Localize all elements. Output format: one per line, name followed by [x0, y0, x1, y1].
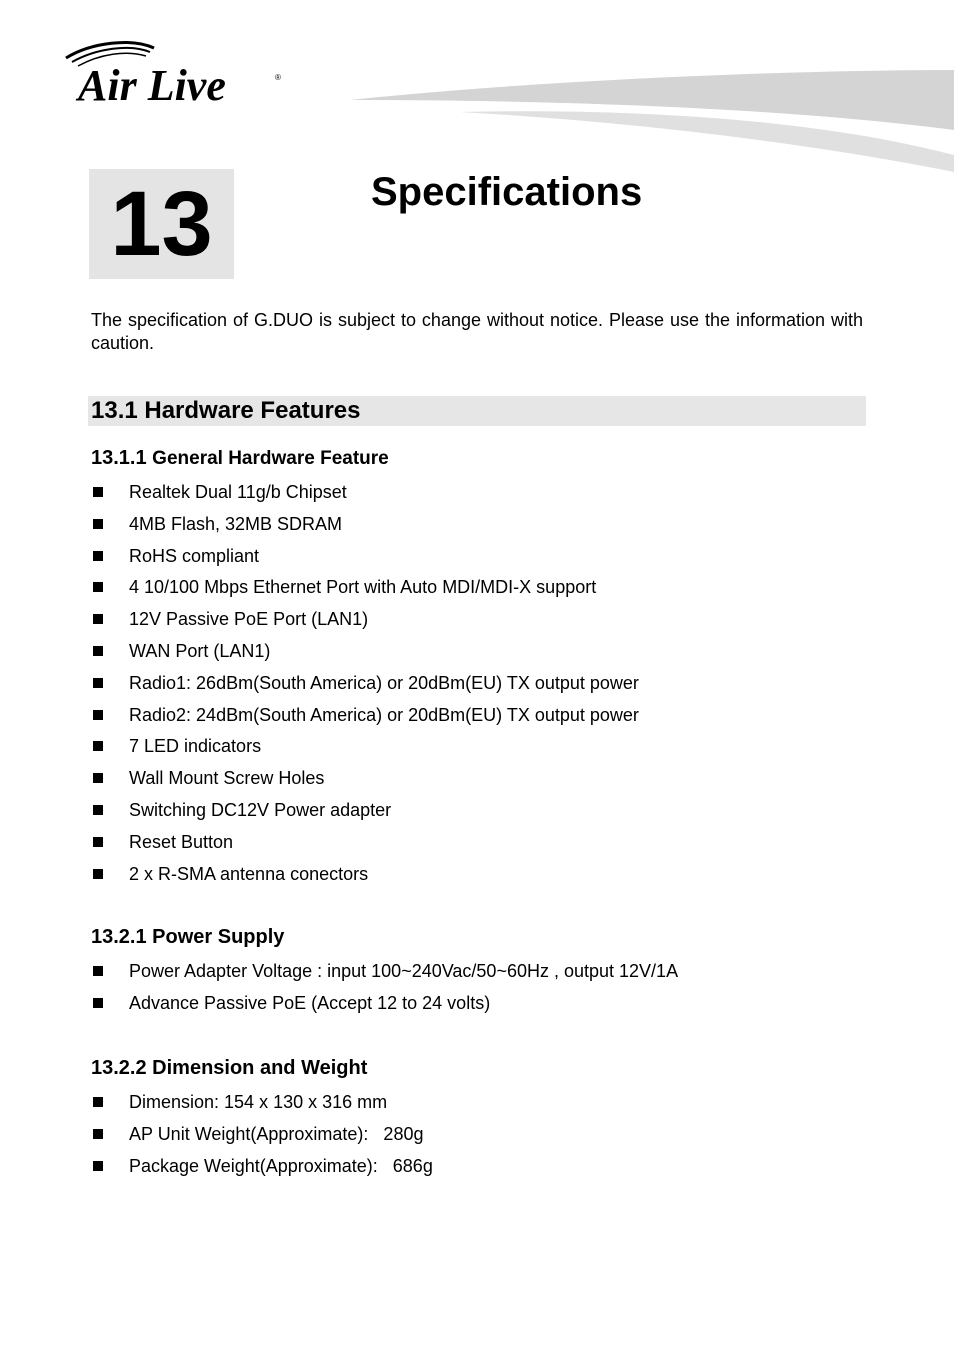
- list-item: Radio2: 24dBm(South America) or 20dBm(EU) TX output power: [0, 704, 954, 736]
- general-hardware-list: [0, 481, 954, 894]
- svg-text:®: ®: [275, 73, 281, 82]
- bullet-square-icon: [93, 869, 103, 879]
- bullet-square-icon: [93, 614, 103, 624]
- list-item: Reset Button: [0, 831, 954, 863]
- bullet-square-icon: [93, 1097, 103, 1107]
- list-item: RoHS compliant: [0, 545, 954, 577]
- list-item: Package Weight(Approximate): 686g: [0, 1155, 954, 1187]
- bullet-square-icon: [93, 805, 103, 815]
- bullet-square-icon: [93, 773, 103, 783]
- list-item: Dimension: 154 x 130 x 316 mm: [0, 1091, 954, 1123]
- bullet-square-icon: [93, 741, 103, 751]
- list-item: Power Adapter Voltage : input 100~240Vac/50~60Hz , output 12V/1A: [0, 960, 954, 992]
- list-item: 2 x R-SMA antenna conectors: [0, 863, 954, 895]
- bullet-square-icon: [93, 551, 103, 561]
- bullet-square-icon: [93, 519, 103, 529]
- subsection-heading-general-hardware: [91, 447, 389, 470]
- subsection-heading-dimension-weight: 13.2.2 Dimension and Weight: [91, 1057, 368, 1079]
- list-item: 7 LED indicators: [0, 735, 954, 767]
- bullet-square-icon: [93, 582, 103, 592]
- logo-text: Air Live: [78, 61, 226, 110]
- subsection-number: 13.1.1: [91, 447, 147, 469]
- bullet-square-icon: [93, 646, 103, 656]
- bullet-square-icon: [93, 966, 103, 976]
- bullet-square-icon: [93, 998, 103, 1008]
- list-item: Realtek Dual 11g/b Chipset: [0, 481, 954, 513]
- bullet-square-icon: [93, 678, 103, 688]
- list-item: Switching DC12V Power adapter: [0, 799, 954, 831]
- bullet-square-icon: [93, 1129, 103, 1139]
- list-item: WAN Port (LAN1): [0, 640, 954, 672]
- bullet-square-icon: [93, 837, 103, 847]
- chapter-number: 13: [89, 169, 234, 279]
- list-item: Radio1: 26dBm(South America) or 20dBm(EU) TX output power: [0, 672, 954, 704]
- bullet-square-icon: [93, 710, 103, 720]
- subsection-heading-power-supply: 13.2.1 Power Supply: [91, 926, 285, 948]
- list-item: 12V Passive PoE Port (LAN1): [0, 608, 954, 640]
- dimension-weight-list: [0, 1091, 954, 1186]
- intro-paragraph: The specification of G.DUO is subject to change without notice. Please use the information with caution.: [91, 310, 863, 353]
- list-item: Wall Mount Screw Holes: [0, 767, 954, 799]
- power-supply-list: [0, 960, 954, 1024]
- airlive-logo: [62, 40, 292, 110]
- bullet-square-icon: [93, 487, 103, 497]
- list-item: Advance Passive PoE (Accept 12 to 24 volts): [0, 992, 954, 1024]
- bullet-square-icon: [93, 1161, 103, 1171]
- list-item: 4MB Flash, 32MB SDRAM: [0, 513, 954, 545]
- section-heading-hardware-features: 13.1 Hardware Features: [88, 396, 866, 426]
- page-title: Specifications: [371, 170, 643, 214]
- list-item: 4 10/100 Mbps Ethernet Port with Auto MDI/MDI-X support: [0, 576, 954, 608]
- subsection-label: General Hardware Feature: [152, 448, 389, 469]
- list-item: AP Unit Weight(Approximate): 280g: [0, 1123, 954, 1155]
